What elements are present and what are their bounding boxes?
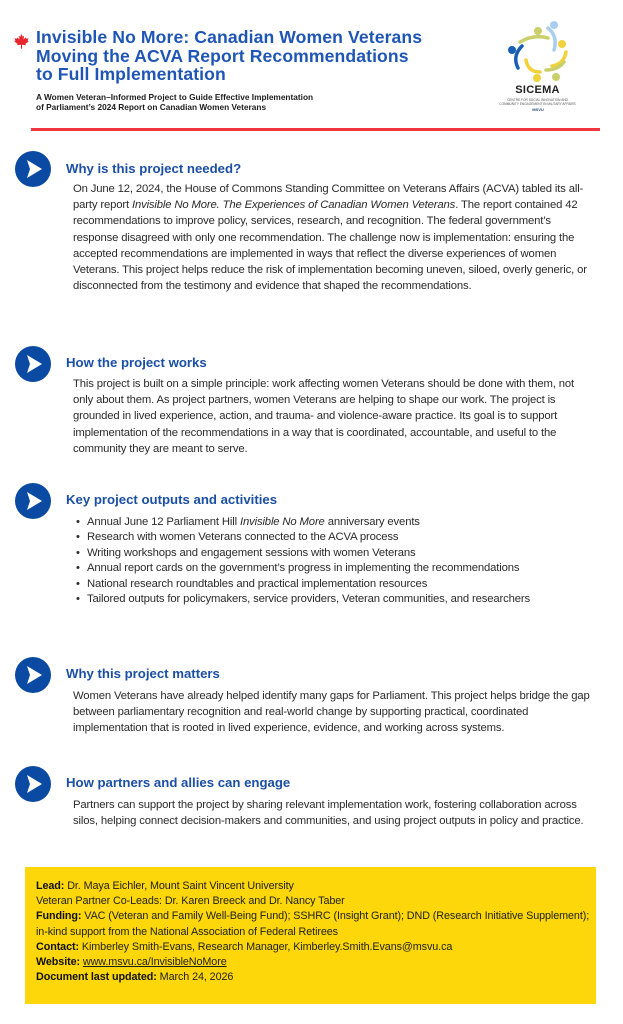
section-body: Partners can support the project by sharing relevant implementation work, fostering collaboration across silos, helping connect decision-makers and communities, and using project outputs in policy and practice.	[73, 799, 584, 828]
section-title: How the project works	[66, 355, 207, 370]
lead-value: Dr. Maya Eichler, Mount Saint Vincent University	[64, 880, 294, 892]
funding-value: VAC (Veteran and Family Well-Being Fund); SSHRC (Insight Grant); DND (Research Initiative Supplement); in-kind support from the National Association of Federal Retirees	[36, 910, 590, 938]
contact-line	[36, 940, 591, 955]
item-text: Annual report cards on the government’s progress in implementing the recommendations	[87, 562, 520, 575]
sicema-logo	[490, 16, 585, 116]
section-title: Key project outputs and activities	[66, 492, 278, 507]
item-text: Research with women Veterans connected to the ACVA process	[87, 531, 399, 544]
item-text: Writing workshops and engagement sessions with women Veterans	[87, 546, 416, 559]
document-title	[36, 28, 466, 84]
sicema-emblem-icon	[490, 16, 585, 84]
list-item	[76, 515, 556, 530]
arrow-right-circle-icon	[15, 346, 51, 382]
funding-line	[36, 909, 591, 939]
list-item	[76, 546, 556, 561]
outputs-list	[76, 515, 556, 607]
section-title: How partners and allies can engage	[66, 775, 291, 790]
list-item	[76, 561, 556, 576]
document-header	[0, 0, 623, 135]
updated-line	[36, 970, 591, 985]
logo-tagline-line: CENTRE FOR SOCIAL INNOVATION AND	[507, 98, 568, 102]
title-line: Moving the ACVA Report Recommendations	[36, 45, 409, 66]
project-info	[36, 879, 591, 985]
website-link[interactable]: www.msvu.ca/InvisibleNoMore	[82, 956, 227, 969]
contact-label: Contact:	[36, 940, 79, 953]
title-line: Invisible No More: Canadian Women Veterans	[36, 27, 423, 47]
logo-tagline	[490, 98, 585, 106]
subtitle-line: A Women Veteran–Informed Project to Guide Effective Implementation	[36, 92, 314, 102]
logo-wordmark: SICEMA	[515, 84, 560, 96]
title-line: to Full Implementation	[36, 64, 226, 84]
website-line	[36, 955, 591, 970]
updated-label: Document last updated:	[36, 971, 157, 984]
coleads-line: Veteran Partner Co-Leads: Dr. Karen Breeck and Dr. Nancy Taber	[36, 895, 345, 908]
maple-leaf-icon	[13, 33, 30, 50]
funding-label: Funding:	[36, 910, 82, 923]
updated-value: March 24, 2026	[156, 971, 234, 984]
report-title: Invisible No More. The Experiences of Canadian Women Veterans	[131, 199, 456, 212]
item-text: National research roundtables and practical implementation resources	[87, 577, 428, 590]
arrow-right-circle-icon	[15, 483, 51, 519]
website-label: Website:	[36, 956, 80, 969]
lead-line	[36, 879, 591, 894]
arrow-right-circle-icon	[15, 766, 51, 802]
section-body: Women Veterans have already helped identify many gaps for Parliament. This project helps bridge the gap between parliamentary recognition and real-world change by supporting practical, coordinated implementation that is rooted in lived experience, evidence, and working across systems.	[73, 690, 590, 735]
body-text: . The report contained 42 recommendations to improve policy, services, research, and recognition. The federal government’s response disagreed with only one recommendation. The challenge now is implementation: ensuring the accepted recommendations are implemented in ways that reflect the diverse experiences of women Veterans. This project helps reduce the risk of implementation becoming uneven, siloed, overly generic, or disconnected from the testimony and evidence that shaped the recommendations.	[73, 199, 587, 293]
item-text: Annual June 12 Parliament Hill	[87, 516, 240, 528]
section-body: This project is built on a simple principle: work affecting women Veterans should be done with them, not only about them. As project partners, women Veterans are helping to shape our work. The project is grounded in lived experience, action, and trauma- and violence-aware practice. Its goal is to support implementation of the recommendations in a way that is coordinated, accountable, and useful to the community they are meant to serve.	[73, 378, 574, 455]
item-text: Tailored outputs for policymakers, service providers, Veteran communities, and researchers	[87, 593, 530, 606]
arrow-right-circle-icon	[15, 151, 51, 187]
contact-value: Kimberley Smith-Evans, Research Manager, Kimberley.Smith.Evans@msvu.ca	[78, 940, 453, 953]
logo-tagline-line: COMMUNITY ENGAGEMENT IN MILITARY AFFAIRS	[499, 102, 576, 106]
lead-label: Lead:	[36, 880, 65, 892]
item-italic: Invisible No More	[239, 516, 325, 528]
list-item	[76, 577, 556, 592]
project-info-box	[25, 867, 596, 1004]
msvu-logo: MSVU	[532, 107, 544, 112]
body-text: On June 12, 2024, the House of Commons Standing Committee on Veterans Affairs (ACVA) tabled its all-party report	[73, 183, 584, 212]
list-item	[76, 530, 556, 545]
header-divider	[31, 128, 600, 131]
section-body	[76, 515, 556, 607]
item-text: anniversary events	[324, 516, 420, 528]
section-title: Why is this project needed?	[66, 161, 242, 176]
section-body	[73, 181, 593, 294]
document-subtitle	[36, 93, 446, 112]
list-item	[76, 592, 556, 607]
subtitle-line: of Parliament’s 2024 Report on Canadian Women Veterans	[36, 101, 267, 112]
arrow-right-circle-icon	[15, 657, 51, 693]
section-title: Why this project matters	[66, 666, 220, 681]
